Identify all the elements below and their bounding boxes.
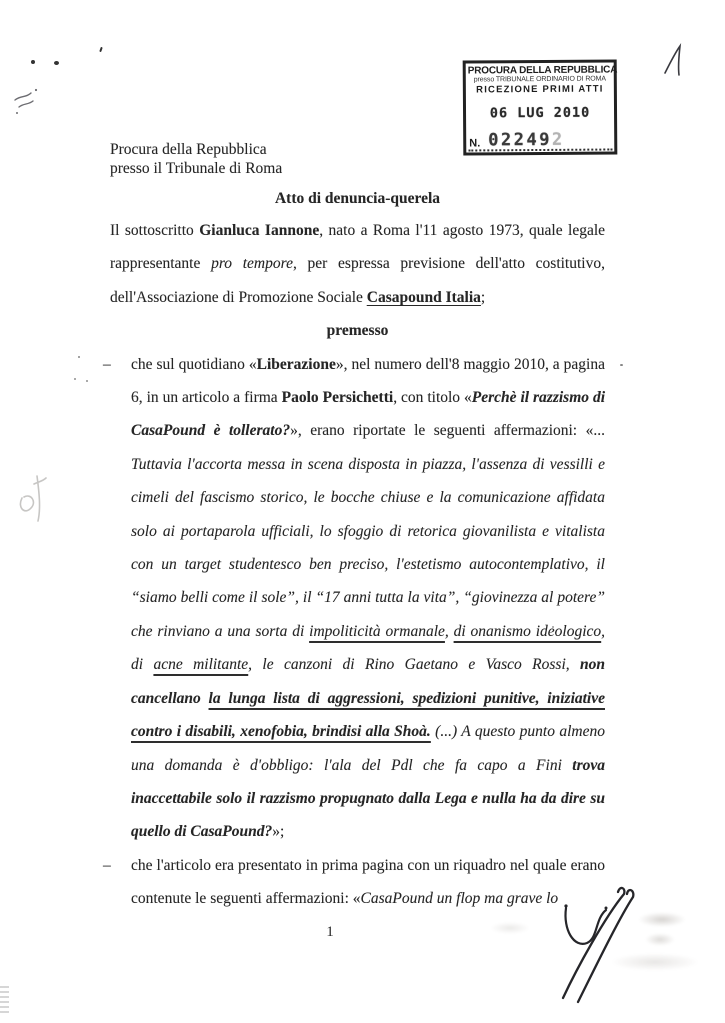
text-run: (...) A questo punto almeno una domanda è d'obbligo: l'ala del Pdl che fa capo a Fini (131, 723, 606, 774)
text-run: »; (272, 823, 285, 841)
text-run: Liberazione (256, 355, 336, 373)
text-run: », erano riportate le seguenti affermazioni: «... (290, 422, 605, 440)
text-run: , nato a Roma l'11 agosto 1973, quale legale rappresentante (110, 222, 606, 273)
text-run: , per espressa previsione dell'atto costitutivo, dell'Associazione di Promozione Sociale (110, 255, 605, 306)
text-run: la lunga lista di aggressioni, spedizioni punitive, iniziative contro i disabili, xenofobia, brindisi alla Shoà. (131, 689, 605, 741)
text-run: che l'articolo era presentato in prima pagina con un riquadro nel quale erano contenute le seguenti affermazioni: « (131, 856, 605, 908)
addressee-line2: presso il Tribunale di Roma (110, 160, 283, 177)
stamp-date: 06 LUG 2010 (489, 104, 591, 122)
stamp-number-label: N. (469, 137, 481, 150)
text-run: non cancellano (131, 656, 605, 707)
ink-speck (78, 356, 80, 358)
text-run: pro tempore (211, 255, 293, 273)
text-run: CasaPound un flop ma grave lo (360, 890, 559, 908)
stamp-office-line3: RICEZIONE PRIMI ATTI (476, 83, 604, 96)
text-run: Gianluca Iannone (199, 222, 320, 239)
text-run: », nel numero dell'8 maggio 2010, a pagina 6, in un articolo a firma (131, 355, 605, 407)
page-number: 1 (326, 924, 334, 940)
text-run: trova inaccettabile solo il razzismo propugnato dalla Lega e nulla ha da dire su quello di CasaPound? (131, 756, 605, 841)
text-run: Tuttavia l'accorta messa in scena disposta in piazza, l'assenza di vessilli e cimeli del fascismo storico, le bocche chiuse e la comunicazione affidata solo ai portaparola ufficiali, lo sfoggio di retorica giovanilista e vitalista con un target studentesco ben preciso, l'estetismo autocontemplativo, il “siamo belli come il sole”, il “17 anni tutta la vita”, “giovinezza al potere” che rinviano a una sorta di (131, 455, 605, 640)
text-run: acne militante (153, 656, 249, 674)
faint-stamp-smudge (638, 912, 686, 927)
stamp-protocol-number: 022492 (488, 129, 565, 151)
premise-item-1-text (131, 348, 605, 849)
document-body (103, 140, 606, 916)
ink-speck (31, 60, 35, 64)
ink-speck (74, 378, 76, 380)
text-run: , (444, 622, 454, 640)
faint-stamp-smudge (610, 953, 700, 971)
stamp-number-faint-digit: 2 (551, 129, 565, 150)
handwritten-page-mark (655, 40, 697, 82)
ink-speck (99, 47, 103, 52)
addressee-block (110, 140, 605, 178)
text-run: di onanismo ideologico (453, 622, 602, 640)
addressee-line1: Procura della Repubblica (110, 141, 267, 158)
text-run: , con titolo « (393, 389, 472, 407)
ink-speck (620, 364, 623, 366)
premise-item-1 (103, 348, 606, 849)
margin-scribble-left (10, 466, 56, 524)
document-title: Atto di denuncia-querela (274, 190, 441, 207)
faint-stamp-smudge (645, 933, 675, 946)
premise-item-2 (103, 849, 605, 916)
text-run: Il sottoscritto (110, 222, 200, 239)
text-run: , di (131, 622, 606, 674)
signature-paraph (535, 872, 660, 1007)
text-run: , le canzoni di Rino Gaetano e Vasco Rossi, (248, 656, 580, 674)
faint-stamp-smudge (490, 922, 530, 934)
stamp-office-line1: PROCURA DELLA REPUBBLICA (467, 64, 618, 77)
premise-heading: premesso (326, 322, 389, 340)
intro-paragraph (110, 214, 605, 314)
text-run: che sul quotidiano « (131, 355, 257, 373)
premise-item-2-text (131, 849, 605, 916)
stamp-office-line2: presso TRIBUNALE ORDINARIO DI ROMA (473, 75, 606, 84)
scan-edge-artifact (0, 986, 9, 1014)
margin-scribble-top-left (10, 80, 48, 118)
text-run: Perchè il razzismo di CasaPound è tollerato? (131, 389, 605, 440)
ink-speck (54, 61, 59, 65)
text-run: ; (480, 288, 486, 306)
bullet-dash: – (103, 355, 111, 373)
bullet-dash: – (103, 856, 111, 874)
text-run: Paolo Persichetti (281, 389, 394, 407)
text-run: Casapound Italia (366, 288, 481, 306)
ink-speck (86, 380, 88, 382)
text-run: impoliticità ormanale (309, 622, 445, 640)
